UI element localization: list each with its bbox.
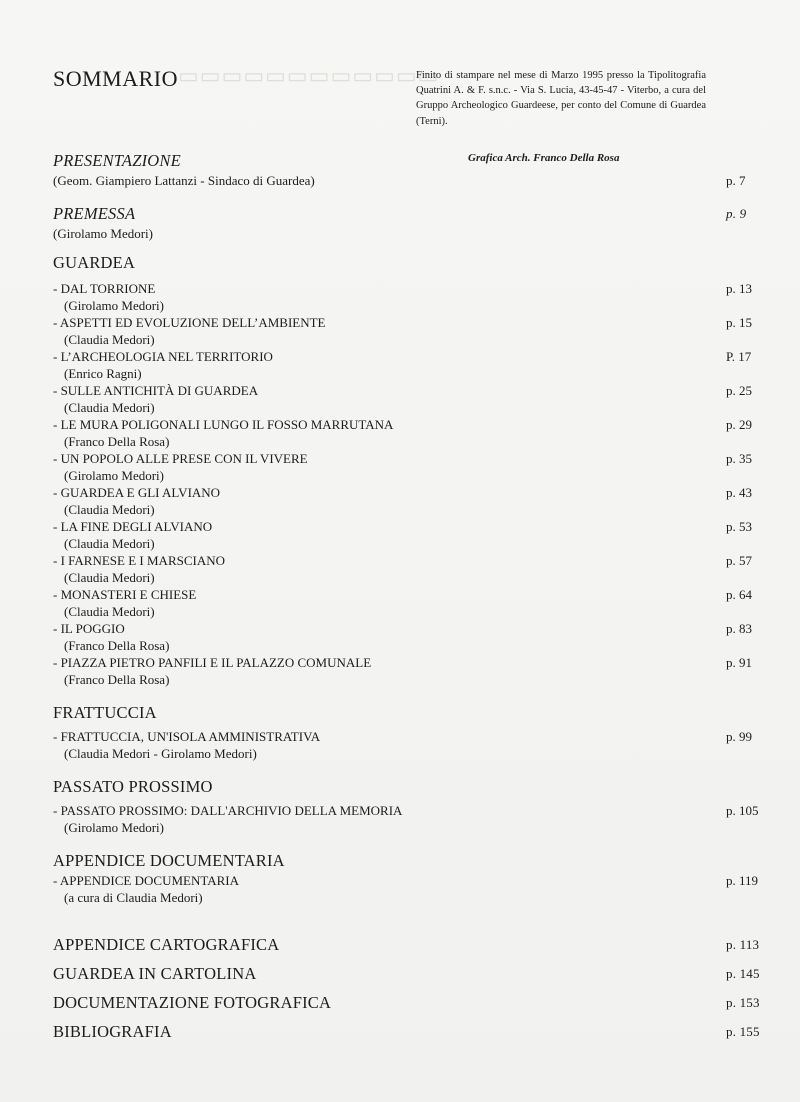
toc-section-documentazione-fotografica[interactable] bbox=[53, 988, 768, 1017]
page-number: p. 57 bbox=[726, 553, 752, 568]
toc-section-presentazione[interactable] bbox=[53, 150, 768, 172]
toc-entry-author: (Girolamo Medori) bbox=[64, 298, 165, 313]
page-number: p. 43 bbox=[726, 485, 752, 500]
section-title: DOCUMENTAZIONE FOTOGRAFICA bbox=[53, 993, 332, 1012]
page-number: p. 15 bbox=[726, 315, 752, 330]
page-number: p. 155 bbox=[726, 1024, 760, 1039]
grafica-credit: Grafica Arch. Franco Della Rosa bbox=[468, 152, 620, 164]
toc-entry[interactable]: - LE MURA POLIGONALI LUNGO IL FOSSO MARRUTANA p. 29 bbox=[53, 416, 768, 433]
toc-section-appendice-documentaria[interactable] bbox=[53, 850, 768, 872]
section-title: BIBLIOGRAFIA bbox=[53, 1022, 172, 1041]
toc-entry[interactable]: - MONASTERI E CHIESE p. 64 bbox=[53, 586, 768, 603]
toc-entry[interactable]: - FRATTUCCIA, UN'ISOLA AMMINISTRATIVA p. 99 bbox=[53, 728, 768, 745]
toc-section-frattuccia[interactable] bbox=[53, 702, 768, 724]
toc-entry[interactable]: - PIAZZA PIETRO PANFILI E IL PALAZZO COMUNALE p. 91 bbox=[53, 654, 768, 671]
show-through-title: ▭▭▭▭▭▭▭▭▭▭▭▭ bbox=[178, 63, 440, 88]
toc-entry[interactable]: - I FARNESE E I MARSCIANO p. 57 bbox=[53, 552, 768, 569]
toc-entry-author: (Claudia Medori) bbox=[64, 332, 155, 347]
toc-entry[interactable]: - SULLE ANTICHITÀ DI GUARDEA p. 25 bbox=[53, 382, 768, 399]
page-number: p. 91 bbox=[726, 655, 752, 670]
toc-section-guardea[interactable] bbox=[53, 252, 768, 274]
page-number: p. 105 bbox=[726, 803, 759, 818]
page-number: p. 25 bbox=[726, 383, 752, 398]
page-number: p. 13 bbox=[726, 281, 752, 296]
toc-section-premessa[interactable] bbox=[53, 203, 768, 225]
toc-entry[interactable]: - LA FINE DEGLI ALVIANO p. 53 bbox=[53, 518, 768, 535]
toc-entry-author: (Claudia Medori) bbox=[64, 400, 155, 415]
section-title: PRESENTAZIONE bbox=[53, 151, 181, 170]
toc-entry-author: (Enrico Ragni) bbox=[64, 366, 142, 381]
page-number: P. 17 bbox=[726, 349, 752, 364]
section-title: APPENDICE DOCUMENTARIA bbox=[53, 851, 285, 870]
toc-entry-author: (Claudia Medori) bbox=[64, 570, 155, 585]
toc-entry[interactable]: - L’ARCHEOLOGIA NEL TERRITORIO P. 17 bbox=[53, 348, 768, 365]
toc-entry-author: (Claudia Medori - Girolamo Medori) bbox=[64, 746, 257, 761]
toc-entry-author: (Franco Della Rosa) bbox=[64, 638, 170, 653]
toc-section-bibliografia[interactable] bbox=[53, 1017, 768, 1046]
page-number: p. 7 bbox=[726, 173, 746, 188]
section-title: PASSATO PROSSIMO bbox=[53, 777, 213, 796]
toc-entry[interactable]: - GUARDEA E GLI ALVIANO p. 43 bbox=[53, 484, 768, 501]
page-number: p. 119 bbox=[726, 873, 759, 888]
toc-entry-author: (Geom. Giampiero Lattanzi - Sindaco di Guardea) p. 7 bbox=[53, 172, 768, 189]
page-title: SOMMARIO bbox=[53, 66, 179, 91]
page-number: p. 99 bbox=[726, 729, 752, 744]
section-title: FRATTUCCIA bbox=[53, 703, 157, 722]
toc-section-appendice-cartografica[interactable] bbox=[53, 930, 768, 959]
toc-entry[interactable]: - UN POPOLO ALLE PRESE CON IL VIVERE p. 35 bbox=[53, 450, 768, 467]
page-number: p. 9 bbox=[726, 206, 747, 221]
toc-entry-author: (Claudia Medori) bbox=[64, 536, 155, 551]
section-title: GUARDEA bbox=[53, 253, 136, 272]
table-of-contents bbox=[53, 150, 768, 1046]
page-number: p. 53 bbox=[726, 519, 752, 534]
toc-entry-author: (Franco Della Rosa) bbox=[64, 672, 170, 687]
section-title: GUARDEA IN CARTOLINA bbox=[53, 964, 257, 983]
toc-entry[interactable]: - ASPETTI ED EVOLUZIONE DELL’AMBIENTE p. 15 bbox=[53, 314, 768, 331]
toc-entry-author: (Claudia Medori) bbox=[64, 604, 155, 619]
page-number: p. 113 bbox=[726, 937, 760, 952]
page-number: p. 64 bbox=[726, 587, 752, 602]
toc-entry[interactable]: - APPENDICE DOCUMENTARIA p. 119 bbox=[53, 872, 768, 889]
section-title: PREMESSA bbox=[53, 204, 136, 223]
toc-entry[interactable]: - DAL TORRIONE p. 13 bbox=[53, 280, 768, 297]
toc-entry-author: (a cura di Claudia Medori) bbox=[64, 890, 203, 905]
colophon-text: Finito di stampare nel mese di Marzo 1995 presso la Tipolitografia Quatrini A. & F. s.n.c. - Via S. Lucia, 43-45-47 - Viterbo, a cura del Gruppo Archeologico Guardeese, per conto del Comune di Guardea (Terni). bbox=[416, 70, 706, 127]
toc-entry-author: (Girolamo Medori) bbox=[53, 226, 154, 241]
page-number: p. 153 bbox=[726, 995, 760, 1010]
section-title: APPENDICE CARTOGRAFICA bbox=[53, 935, 280, 954]
toc-section-guardea-in-cartolina[interactable] bbox=[53, 959, 768, 988]
page-number: p. 83 bbox=[726, 621, 752, 636]
toc-entry[interactable]: - PASSATO PROSSIMO: DALL'ARCHIVIO DELLA MEMORIA p. 105 bbox=[53, 802, 768, 819]
page-number: p. 145 bbox=[726, 966, 760, 981]
toc-section-passato-prossimo[interactable] bbox=[53, 776, 768, 798]
toc-entry-author: (Girolamo Medori) bbox=[64, 468, 165, 483]
page-number: p. 35 bbox=[726, 451, 752, 466]
toc-entry-author: (Franco Della Rosa) bbox=[64, 434, 170, 449]
toc-entry-author: (Girolamo Medori) bbox=[64, 820, 165, 835]
toc-entry[interactable]: - IL POGGIO p. 83 bbox=[53, 620, 768, 637]
toc-entry-author: (Claudia Medori) bbox=[64, 502, 155, 517]
page-number: p. 29 bbox=[726, 417, 752, 432]
